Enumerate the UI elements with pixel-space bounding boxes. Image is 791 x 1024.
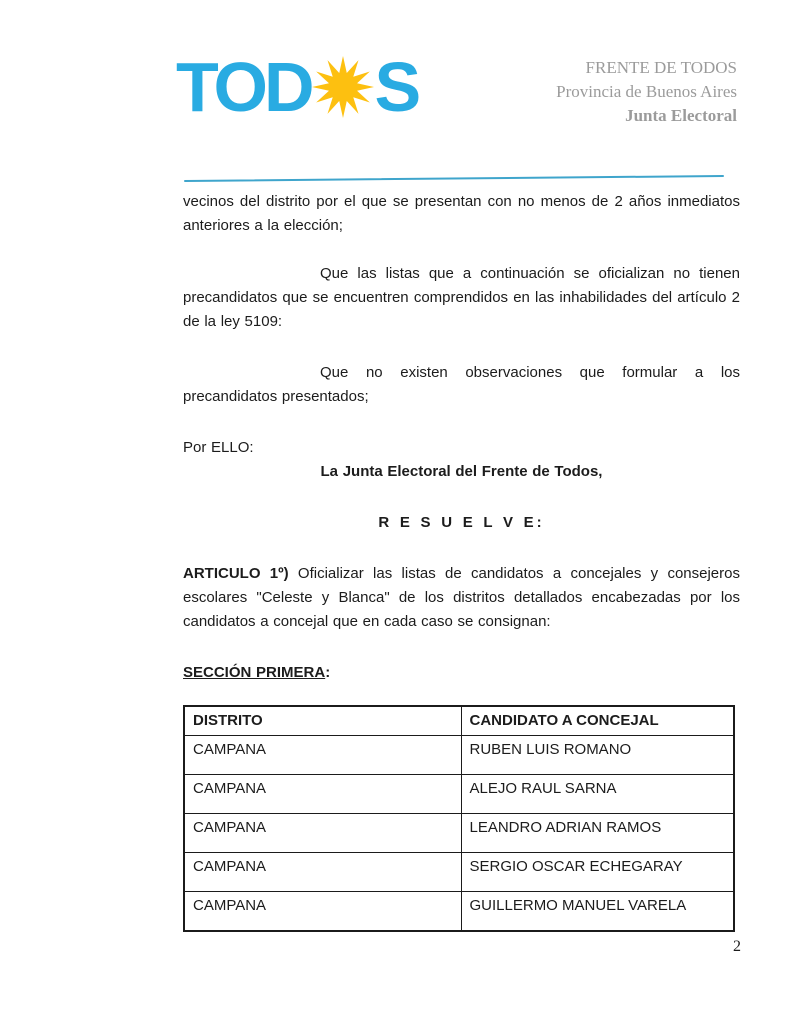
cell-candidate: SERGIO OSCAR ECHEGARAY (461, 853, 734, 892)
column-header-distrito: DISTRITO (184, 706, 461, 736)
articulo-text: Oficializar las listas de candidatos a concejales y consejeros escolares "Celeste y Blanca" de los distritos detallados encabezadas por los candidatos a concejal que en cada caso se consignan: (183, 565, 740, 630)
paragraph-vecinos: vecinos del distrito por el que se presentan con no menos de 2 años inmediatos anteriores a la elección; (183, 193, 740, 234)
table-row (184, 814, 734, 853)
org-header (556, 56, 737, 128)
column-header-candidato: CANDIDATO A CONCEJAL (461, 706, 734, 736)
cell-candidate: ALEJO RAUL SARNA (461, 775, 734, 814)
org-line-frente: FRENTE DE TODOS (585, 58, 737, 77)
table-header-row (184, 706, 734, 736)
heading-resuelve: R E S U E L V E: (378, 514, 545, 531)
cell-district: CAMPANA (184, 775, 461, 814)
cell-candidate: LEANDRO ADRIAN RAMOS (461, 814, 734, 853)
table-row (184, 892, 734, 932)
sun-icon (312, 56, 374, 118)
page-number: 2 (733, 938, 741, 955)
section-heading-text: SECCIÓN PRIMERA (183, 664, 326, 681)
cell-candidate: RUBEN LUIS ROMANO (461, 736, 734, 775)
cell-candidate: GUILLERMO MANUEL VARELA (461, 892, 734, 932)
articulo-label: ARTICULO 1º) (183, 565, 289, 582)
org-line-junta: Junta Electoral (625, 106, 737, 125)
cell-district: CAMPANA (184, 892, 461, 932)
paragraph-listas: Que las listas que a continuación se oficializan no tienen precandidatos que se encuentren comprendidos en las inhabilidades del artículo 2 de la ley 5109: (183, 265, 740, 330)
todos-logo (176, 48, 418, 126)
section-heading (183, 661, 740, 685)
logo-text-s: S (374, 48, 418, 126)
paragraph-articulo-1 (183, 562, 740, 634)
candidates-table (183, 705, 735, 932)
cell-district: CAMPANA (184, 853, 461, 892)
table-row (184, 775, 734, 814)
candidates-table-body (184, 736, 734, 932)
table-row (184, 736, 734, 775)
paragraph-observaciones: Que no existen observaciones que formular a los precandidatos presentados; (183, 364, 740, 405)
paragraph-por-ello: Por ELLO: (183, 439, 254, 456)
cell-district: CAMPANA (184, 736, 461, 775)
logo-text-tod: TOD (176, 48, 311, 126)
document-body (183, 190, 740, 932)
divider-line (183, 173, 728, 183)
heading-junta: La Junta Electoral del Frente de Todos, (320, 463, 603, 480)
cell-district: CAMPANA (184, 814, 461, 853)
table-row (184, 853, 734, 892)
org-line-provincia: Provincia de Buenos Aires (556, 82, 737, 101)
section-heading-colon: : (325, 664, 331, 681)
